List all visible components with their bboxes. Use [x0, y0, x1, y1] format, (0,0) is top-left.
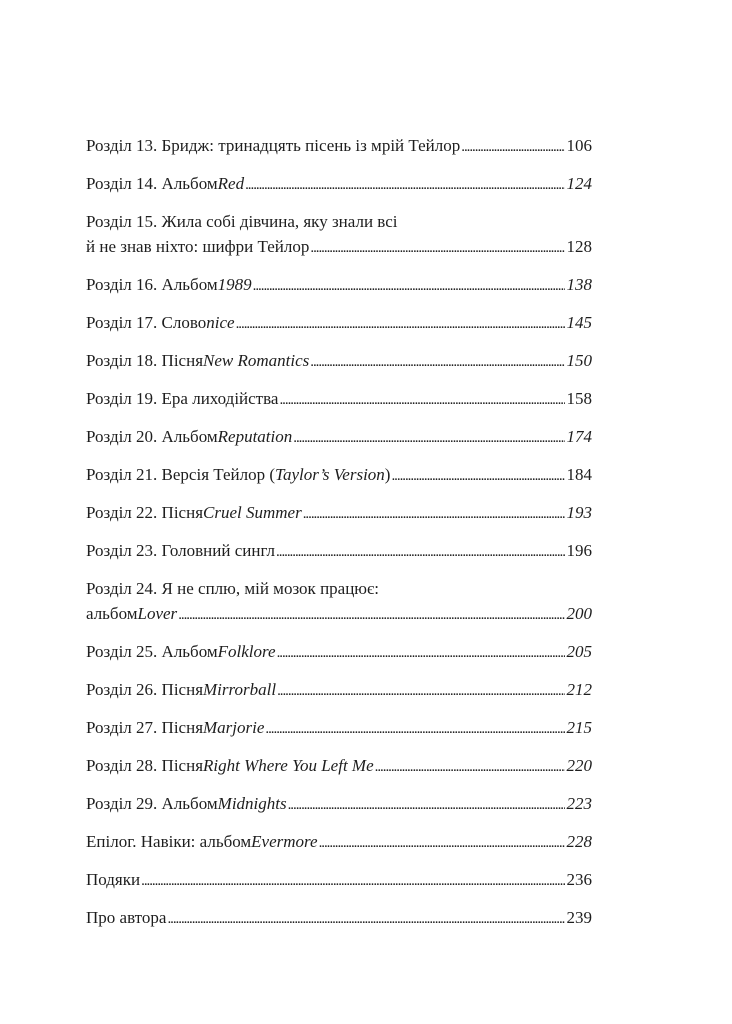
toc-entry: [86, 462, 592, 489]
table-of-contents: [86, 133, 592, 943]
page-number: 158: [566, 389, 592, 408]
page-number: 215: [566, 718, 592, 737]
toc-line: [86, 791, 592, 818]
page-number: 184: [566, 465, 592, 484]
toc-entry: [86, 677, 592, 704]
toc-line: [86, 538, 592, 565]
toc-entry: [86, 171, 592, 198]
page-number: 205: [566, 642, 592, 661]
toc-title-text: Розділ 29. Альбом: [86, 794, 218, 813]
toc-line: [86, 171, 592, 198]
toc-title-text: Розділ 15. Жила собі дівчина, яку знали всі: [86, 212, 398, 231]
dot-leader: [375, 753, 565, 780]
toc-title-text: Розділ 26. Пісня: [86, 680, 204, 699]
toc-entry: [86, 791, 592, 818]
dot-leader: [310, 234, 564, 261]
toc-title-italic: Reputation: [217, 427, 293, 446]
toc-line: [86, 829, 592, 856]
page-number: 220: [566, 756, 592, 775]
toc-title-italic: Red: [217, 174, 245, 193]
dot-leader: [236, 310, 565, 337]
page-number: 150: [566, 351, 592, 370]
toc-entry: [86, 829, 592, 856]
toc-entry: [86, 715, 592, 742]
toc-title-italic: Mirrorball: [203, 680, 277, 699]
toc-title-text: Розділ 17. Слово: [86, 313, 207, 332]
page-number: 145: [566, 313, 592, 332]
toc-title-italic: nice: [206, 313, 235, 332]
toc-title-italic: Evermore: [251, 832, 318, 851]
toc-line: [86, 500, 592, 527]
toc-line: [86, 424, 592, 451]
toc-title-text: Епілог. Навіки: альбом: [86, 832, 252, 851]
toc-title-text: Розділ 19. Ера лиходійства: [86, 389, 279, 408]
toc-title-italic: Lover: [137, 604, 178, 623]
dot-leader: [288, 791, 565, 818]
toc-line: [86, 462, 592, 489]
toc-line: [86, 753, 592, 780]
page-number: 193: [566, 503, 592, 522]
dot-leader: [310, 348, 564, 375]
dot-leader: [277, 677, 564, 704]
toc-line: [86, 386, 592, 413]
dot-leader: [141, 867, 564, 894]
toc-entry: [86, 133, 592, 160]
toc-line: [86, 133, 592, 160]
page-number: 239: [566, 908, 592, 927]
toc-entry: [86, 424, 592, 451]
toc-line: [86, 348, 592, 375]
toc-title-italic: Cruel Summer: [203, 503, 302, 522]
toc-title-italic: 1989: [217, 275, 252, 294]
page-number: 212: [566, 680, 592, 699]
dot-leader: [265, 715, 564, 742]
dot-leader: [461, 133, 564, 160]
dot-leader: [391, 462, 564, 489]
page-number: 223: [566, 794, 592, 813]
page-number: 228: [566, 832, 592, 851]
toc-title-italic: Midnights: [217, 794, 287, 813]
page-number: 124: [566, 174, 592, 193]
toc-title-text: Розділ 20. Альбом: [86, 427, 218, 446]
toc-entry: [86, 867, 592, 894]
page-number: 196: [566, 541, 592, 560]
dot-leader: [279, 386, 564, 413]
page-number: 236: [566, 870, 592, 889]
page-number: 200: [566, 604, 592, 623]
dot-leader: [303, 500, 565, 527]
toc-title-text: Розділ 27. Пісня: [86, 718, 204, 737]
toc-title-italic: Folklore: [217, 642, 276, 661]
dot-leader: [253, 272, 565, 299]
toc-title-suffix: ): [384, 465, 391, 484]
page-number: 174: [566, 427, 592, 446]
page-number: 106: [566, 136, 592, 155]
dot-leader: [293, 424, 564, 451]
toc-title-text: Розділ 18. Пісня: [86, 351, 204, 370]
toc-line: [86, 576, 592, 601]
page-number: 128: [566, 237, 592, 256]
toc-title-italic: Marjorie: [203, 718, 265, 737]
dot-leader: [245, 171, 564, 198]
toc-entry: [86, 272, 592, 299]
toc-entry: [86, 500, 592, 527]
page-number: 138: [566, 275, 592, 294]
toc-title-text: Розділ 21. Версія Тейлор (: [86, 465, 276, 484]
toc-line: [86, 905, 592, 932]
toc-line: [86, 209, 592, 234]
toc-title-text: Розділ 25. Альбом: [86, 642, 218, 661]
toc-entry: [86, 538, 592, 565]
toc-title-text: Розділ 16. Альбом: [86, 275, 218, 294]
toc-entry: [86, 905, 592, 932]
toc-title-italic: Right Where You Left Me: [203, 756, 374, 775]
toc-title-text: Розділ 23. Головний сингл: [86, 541, 276, 560]
toc-line: [86, 310, 592, 337]
dot-leader: [277, 639, 565, 666]
toc-line: [86, 272, 592, 299]
toc-title-text: Подяки: [86, 870, 141, 889]
toc-title-text: Про автора: [86, 908, 167, 927]
dot-leader: [276, 538, 564, 565]
dot-leader: [178, 601, 564, 628]
toc-line: [86, 601, 592, 628]
toc-title-text: Розділ 14. Альбом: [86, 174, 218, 193]
toc-title-text: Розділ 13. Бридж: тринадцять пісень із мрій Тейлор: [86, 136, 461, 155]
toc-title-text: Розділ 22. Пісня: [86, 503, 204, 522]
dot-leader: [167, 905, 564, 932]
toc-entry: [86, 753, 592, 780]
toc-title-text: й не знав ніхто: шифри Тейлор: [86, 237, 310, 256]
toc-entry: [86, 348, 592, 375]
toc-title-italic: Taylor’s Version: [275, 465, 385, 484]
toc-title-text: Розділ 28. Пісня: [86, 756, 204, 775]
dot-leader: [319, 829, 565, 856]
toc-line: [86, 677, 592, 704]
toc-entry: [86, 386, 592, 413]
toc-line: [86, 234, 592, 261]
toc-line: [86, 639, 592, 666]
toc-title-text: Розділ 24. Я не сплю, мій мозок працює:: [86, 579, 380, 598]
toc-entry: [86, 639, 592, 666]
toc-title-italic: New Romantics: [203, 351, 310, 370]
toc-title-text: альбом: [86, 604, 138, 623]
toc-entry: [86, 576, 592, 628]
toc-line: [86, 867, 592, 894]
toc-entry: [86, 310, 592, 337]
toc-line: [86, 715, 592, 742]
toc-entry: [86, 209, 592, 261]
